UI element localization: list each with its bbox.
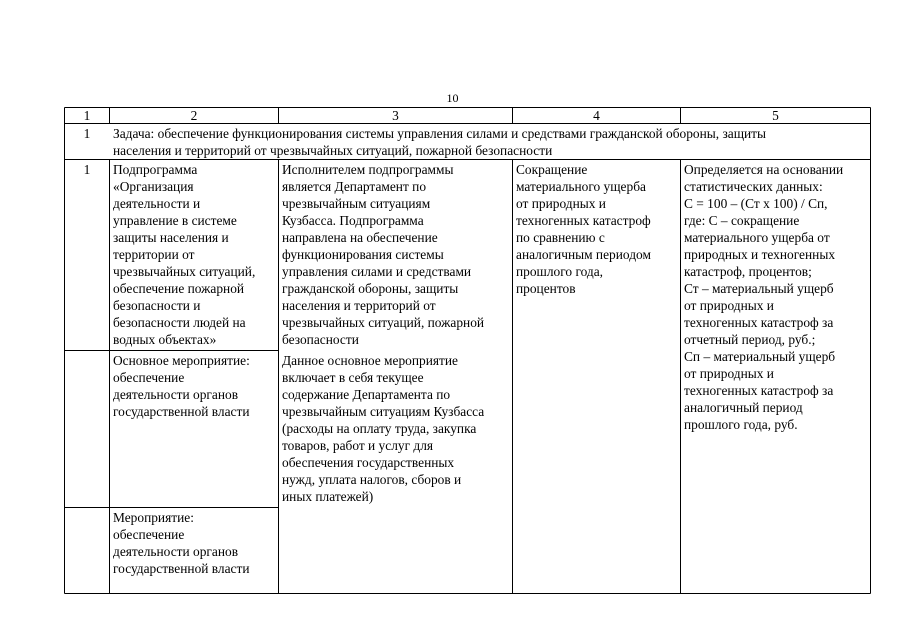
main-activity-description-line: нужд, уплата налогов, сборов и (282, 472, 462, 487)
column-header-4: 4 (593, 108, 600, 123)
calculation-method-line: Определяется на основании (684, 162, 844, 177)
indicator-name-line: техногенных катастроф (516, 213, 651, 228)
subprogram-name (113, 161, 255, 348)
calculation-method-line: Сп – материальный ущерб (684, 349, 836, 364)
main-activity-description-line: включает в себя текущее (282, 370, 424, 385)
indicator-name-line: аналогичным периодом (516, 247, 651, 262)
indicator-name-line: прошлого года, (516, 264, 604, 279)
column-header-2: 2 (190, 108, 198, 123)
subprogram-description-line: чрезвычайным ситуациям (282, 196, 431, 211)
subprogram-name-line: безопасности людей на (113, 315, 246, 330)
calculation-method-line: природных и техногенных (684, 247, 836, 262)
indicator-name (516, 161, 651, 297)
calculation-method-line: материального ущерба от (684, 230, 830, 245)
main-activity-description-line: обеспечения государственных (282, 455, 455, 470)
activity-name-line: государственной власти (113, 561, 250, 576)
main-activity-description (282, 352, 484, 505)
task-row-number: 1 (83, 126, 91, 141)
task-text (113, 125, 766, 159)
task-text-line: населения и территорий от чрезвычайных ситуаций, пожарной безопасности (113, 143, 553, 158)
subprogram-name-line: Подпрограмма (113, 162, 198, 177)
calculation-method-line: от природных и (684, 366, 774, 381)
calculation-method-line: аналогичный период (684, 400, 803, 415)
page-number: 10 (446, 91, 459, 105)
column-header-3: 3 (392, 108, 399, 123)
calculation-method-line: от природных и (684, 298, 774, 313)
indicator-name-line: по сравнению с (516, 230, 605, 245)
calculation-method-line: прошлого года, руб. (684, 417, 798, 432)
subprogram-description-line: безопасности (282, 332, 359, 347)
calculation-method-line: катастроф, процентов; (684, 264, 812, 279)
calculation-method-line: С = 100 – (Ст х 100) / Сп, (684, 196, 828, 211)
subprogram-description-line: населения и территорий от (282, 298, 436, 313)
subprogram-name-line: управление в системе (113, 213, 237, 228)
subprogram-name-line: «Организация (113, 179, 194, 194)
main-activity-description-line: (расходы на оплату труда, закупка (282, 421, 477, 436)
main-activity-description-line: Данное основное мероприятие (282, 353, 458, 368)
subprogram-description-line: является Департамент по (282, 179, 427, 194)
column-header-5: 5 (772, 108, 779, 123)
activity-name (113, 509, 250, 577)
column-header-1: 1 (83, 108, 91, 123)
subprogram-description (282, 161, 484, 348)
calculation-method-line: отчетный период, руб.; (684, 332, 816, 347)
calculation-method-line: техногенных катастроф за (684, 315, 834, 330)
subprogram-row-number: 1 (83, 162, 91, 177)
subprogram-name-line: защиты населения и (113, 230, 229, 245)
subprogram-description-line: функционирования системы (282, 247, 444, 262)
indicator-name-line: материального ущерба (516, 179, 646, 194)
subprogram-description-line: гражданской обороны, защиты (282, 281, 459, 296)
subprogram-name-line: водных объектах» (113, 332, 217, 347)
subprogram-description-line: направлена на обеспечение (282, 230, 438, 245)
main-activity-description-line: содержание Департамента по (282, 387, 451, 402)
indicator-name-line: Сокращение (516, 162, 588, 177)
main-activity-name-line: государственной власти (113, 404, 250, 419)
subprogram-description-line: Исполнителем подпрограммы (282, 162, 454, 177)
subprogram-description-line: Кузбасса. Подпрограмма (282, 213, 424, 228)
activity-name-line: обеспечение (113, 527, 185, 542)
indicator-name-line: от природных и (516, 196, 606, 211)
calculation-method-line: статистических данных: (684, 179, 823, 194)
activity-name-line: деятельности органов (113, 544, 239, 559)
calculation-method-line: техногенных катастроф за (684, 383, 834, 398)
subprogram-name-line: чрезвычайных ситуаций, (113, 264, 256, 279)
main-activity-name-line: Основное мероприятие: (113, 353, 250, 368)
main-activity-name (113, 352, 250, 420)
main-activity-name-line: обеспечение (113, 370, 185, 385)
task-text-line: Задача: обеспечение функционирования системы управления силами и средствами гражданской обороны, защиты (113, 126, 767, 141)
subprogram-name-line: безопасности и (113, 298, 201, 313)
subprogram-description-line: управления силами и средствами (282, 264, 472, 279)
activity-name-line: Мероприятие: (113, 510, 194, 525)
calculation-method-line: Ст – материальный ущерб (684, 281, 834, 296)
subprogram-name-line: обеспечение пожарной (113, 281, 245, 296)
subprogram-description-line: чрезвычайных ситуаций, пожарной (282, 315, 485, 330)
main-activity-name-line: деятельности органов (113, 387, 239, 402)
calculation-method-line: где: С – сокращение (684, 213, 800, 228)
indicator-name-line: процентов (516, 281, 576, 296)
main-activity-description-line: чрезвычайным ситуациям Кузбасса (282, 404, 485, 419)
main-activity-description-line: иных платежей) (282, 489, 374, 504)
subprogram-name-line: деятельности и (113, 196, 201, 211)
subprogram-name-line: территории от (113, 247, 195, 262)
main-activity-description-line: товаров, работ и услуг для (282, 438, 434, 453)
calculation-method (684, 161, 843, 433)
